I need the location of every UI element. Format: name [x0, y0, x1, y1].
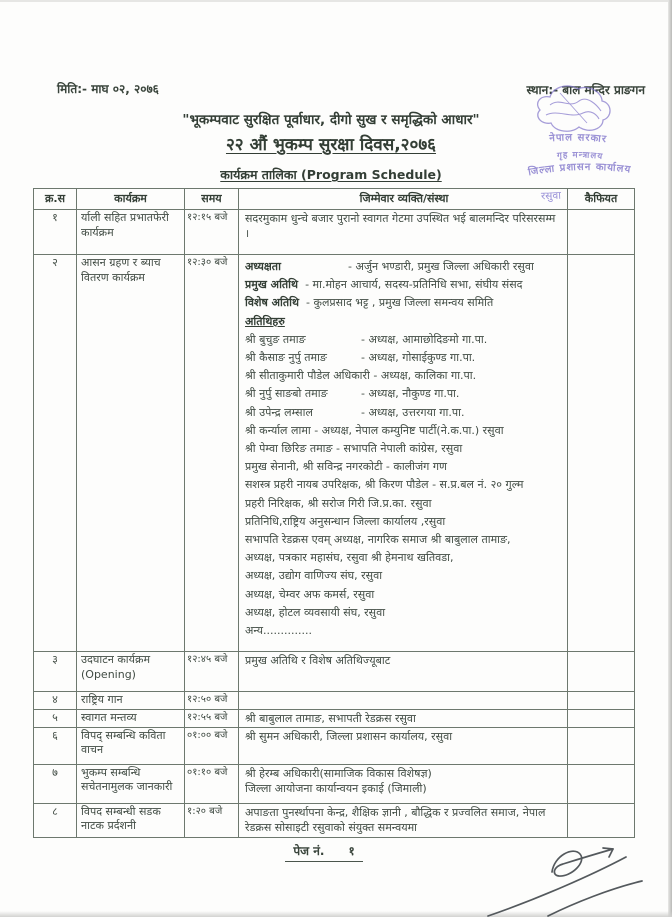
column-header: क्र.स — [34, 189, 77, 210]
event-title: २२ औं भुकम्प सुरक्षा दिवस,२०७६ — [225, 135, 437, 155]
program-cell: आसन ग्रहण र ब्याच वितरण कार्यक्रम — [77, 255, 185, 652]
responsible-cell — [239, 692, 568, 710]
detail-text: अध्यक्ष, चेम्वर अफ कमर्स, रसुवा — [245, 587, 375, 601]
detail-line — [245, 276, 563, 294]
detail-line — [245, 385, 563, 403]
detail-text: अन्य.............. — [245, 624, 312, 638]
detail-line — [245, 258, 563, 276]
sn-cell: ६ — [34, 728, 77, 765]
time-cell: १२:४५ बजे — [185, 652, 239, 692]
table-row — [34, 728, 635, 765]
responsible-cell — [239, 210, 568, 255]
detail-text: अध्यक्ष, पत्रकार महासंघ, रसुवा श्री हेमनाथ खतिवडा, — [245, 551, 454, 565]
detail-text: प्रमुख अतिथि र विशेष अतिथिज्यूबाट — [245, 654, 391, 667]
detail-text: सभापति रेडक्रस एवम् अध्यक्ष, नागरिक समाज श्री बाबुलाल तामाङ, — [245, 533, 511, 547]
program-cell: विपद सम्बन्धी सडक नाटक प्रर्दशनी — [77, 804, 185, 838]
detail-heading: अतिथिहरु — [245, 314, 285, 328]
program-cell: विपद् सम्बन्धि कविता वाचन — [77, 728, 185, 765]
responsible-cell — [239, 710, 568, 728]
detail-text: श्री सुमन अधिकारी, जिल्ला प्रशासन कार्यालय, रसुवा — [245, 729, 453, 743]
responsible-cell — [239, 804, 568, 838]
detail-label: अध्यक्षता — [245, 260, 281, 273]
detail-label: विशेष अतिथि — [245, 296, 300, 310]
time-cell: १२:३० बजे — [185, 255, 239, 652]
detail-line — [245, 781, 563, 796]
detail-text: प्रतिनिधि,राष्ट्रिय अनुसन्धान जिल्ला कार्यालय ,रसुवा — [245, 514, 446, 528]
table-row — [34, 652, 635, 692]
detail-line — [245, 567, 563, 585]
detail-line — [245, 653, 563, 668]
table-row — [34, 255, 635, 652]
table-row — [34, 804, 635, 838]
detail-line — [245, 805, 563, 835]
sn-cell: २ — [34, 255, 77, 652]
sn-cell: ५ — [34, 710, 77, 728]
sn-cell: ३ — [34, 652, 77, 692]
detail-name: श्री नुर्पु साङबो तमाङ — [245, 387, 328, 401]
remark-cell — [568, 710, 635, 728]
detail-line — [245, 404, 563, 422]
remark-cell — [568, 652, 635, 692]
detail-text: जिल्ला आयोजना कार्यान्वयन इकाई (जिमाली) — [245, 781, 427, 795]
detail-line — [245, 458, 563, 476]
program-cell: राष्ट्रिय गान — [77, 692, 185, 710]
detail-text: प्रहरी निरिक्षक, श्री सरोज गिरी जि.प्र.का. रसुवा — [245, 496, 432, 510]
scan-edge-right — [668, 0, 672, 917]
schedule-subtitle: कार्यक्रम तालिका (Program Schedule) — [220, 167, 442, 182]
column-header: कार्यक्रम — [77, 189, 185, 210]
responsible-cell — [239, 255, 568, 652]
detail-line — [245, 313, 563, 331]
detail-text: सशस्त्र प्रहरी नायब उपरिक्षक, श्री किरण पौडेल - स.प्र.बल नं. २० गुल्म — [245, 478, 524, 492]
detail-line — [245, 586, 563, 604]
table-row — [34, 765, 635, 804]
detail-line — [245, 422, 563, 440]
page-number-label: पेज नं. — [293, 844, 325, 858]
time-cell: १:२० बजे — [185, 804, 239, 838]
detail-text: अध्यक्ष, उद्योग वाणिज्य संघ, रसुवा — [245, 569, 383, 583]
detail-text: श्री पेम्वा छिरिङ तमाङ - सभापति नेपाली कांग्रेस, रसुवा — [245, 442, 463, 456]
detail-text: - मा.मोहन आचार्य, सदस्य-प्रतिनिधि सभा, संघीय संसद — [305, 278, 523, 292]
remark-cell — [568, 728, 635, 765]
stamp-text-government: नेपाल सरकार — [548, 132, 608, 146]
time-cell: १२:१५ बजे — [185, 210, 239, 255]
detail-line — [245, 531, 563, 549]
detail-role: - अध्यक्ष, गोसाईकुण्ड गा.पा. — [361, 351, 476, 365]
responsible-cell — [239, 728, 568, 765]
detail-role: - अध्यक्ष, नौकुण्ड गा.पा. — [361, 387, 460, 401]
page-number-inner — [285, 842, 362, 862]
sn-cell: १ — [34, 210, 77, 255]
program-schedule-table — [33, 188, 635, 838]
detail-line — [245, 711, 563, 726]
column-header: कैफियत — [568, 189, 635, 210]
remark-cell — [568, 210, 635, 255]
detail-line — [245, 331, 563, 349]
program-cell: र्याली सहित प्रभातफेरी कार्यक्रम — [77, 210, 185, 255]
detail-text: प्रमुख सेनानी, श्री सविन्द्र नगरकोटी - कालीजंग गण — [245, 460, 447, 474]
program-cell: भुकम्प सम्बन्धि सचेतनामुलक जानकारी — [77, 765, 185, 804]
detail-label: प्रमुख अतिथि — [245, 278, 299, 292]
sn-cell: ४ — [34, 692, 77, 710]
program-cell: स्वागत मन्तव्य — [77, 710, 185, 728]
time-cell: ०१:०० बजे — [185, 728, 239, 765]
detail-line — [245, 729, 563, 744]
sn-cell: ७ — [34, 765, 77, 804]
detail-text: अपाङता पुनर्स्थापना केन्द्र, शैक्षिक ज्ञानी , बौद्धिक र प्रज्वलित समाज, नेपाल रेडक्रस सोसाइटी रसुवाको संयुक्त समन्वयमा — [245, 805, 546, 834]
remark-cell — [568, 765, 635, 804]
detail-name: श्री बुचुङ तमाङ — [245, 332, 306, 346]
program-cell: उदघाटन कार्यक्रम (Opening) — [77, 652, 185, 692]
remark-cell — [568, 692, 635, 710]
detail-text: सदरमुकाम धुन्चे बजार पुरानो स्वागत गेटमा उपस्थित भई बालमन्दिर परिसरसम्म । — [245, 212, 556, 240]
handwritten-note: रसुवा — [540, 189, 562, 203]
detail-text: श्री कर्न्याल लामा - अध्यक्ष, नेपाल कम्युनिष्ट पार्टी(ने.क.पा.) रसुवा — [245, 423, 504, 437]
remark-cell — [568, 804, 635, 838]
detail-line — [245, 476, 563, 494]
detail-text: श्री सीताकुमारी पौडेल अधिकारी - अध्यक्ष, कालिका गा.पा. — [245, 369, 477, 383]
detail-text: - कुलप्रसाद भट्ट , प्रमुख जिल्ला समन्वय समिति — [306, 296, 494, 310]
detail-line — [245, 440, 563, 458]
column-header: समय — [185, 189, 239, 210]
detail-line — [245, 549, 563, 567]
detail-name: श्री उपेन्द्र लम्साल — [245, 405, 313, 419]
detail-line — [245, 766, 563, 781]
detail-line — [245, 211, 563, 241]
document-venue: स्थान:- बाल मन्दिर प्राङगन — [526, 83, 645, 97]
sn-cell: ८ — [34, 804, 77, 838]
remark-cell — [568, 255, 635, 652]
table-row — [34, 692, 635, 710]
stamp-text-office: जिल्ला प्रशासन कार्यालय — [527, 161, 632, 179]
responsible-cell — [239, 765, 568, 804]
stamp-text-ministry: गृह मन्त्रालय — [556, 150, 604, 163]
slogan-line: "भूकम्पवाट सुरक्षित पूर्वाधार, दीगो सुख र समृद्धिको आधार" — [182, 112, 480, 128]
nepal-emblem-icon — [538, 86, 610, 131]
detail-line — [245, 367, 563, 385]
detail-line — [245, 495, 563, 513]
detail-text: - अर्जुन भण्डारी, प्रमुख जिल्ला अधिकारी रसुवा — [348, 260, 534, 273]
column-header: जिम्मेवार व्यक्ति/संस्था — [239, 189, 568, 210]
detail-text: अध्यक्ष, होटल व्यवसायी संघ, रसुवा — [245, 605, 386, 619]
detail-role: - अध्यक्ष, उत्तरगया गा.पा. — [361, 405, 465, 419]
detail-line — [245, 294, 563, 312]
time-cell: १२:५५ बजे — [185, 710, 239, 728]
detail-line — [245, 622, 563, 640]
government-stamp-icon — [490, 82, 668, 196]
detail-line — [245, 604, 563, 622]
table-row — [34, 710, 635, 728]
table-row — [34, 210, 635, 255]
responsible-cell — [239, 652, 568, 692]
document-date: मिति:- माघ ०२, २०७६ — [57, 82, 159, 96]
detail-line — [245, 349, 563, 367]
detail-text: श्री हेरम्ब अधिकारी(सामाजिक विकास विशेषज्ञ) — [245, 766, 432, 780]
detail-name: श्री कैसाङ नुर्पु तमाङ — [245, 351, 327, 365]
scan-edge-top — [0, 0, 672, 2]
detail-text: श्री बाबुलाल तामाङ, सभापती रेडक्रस रसुवा — [245, 711, 416, 725]
signature-icon — [452, 836, 652, 917]
detail-line — [245, 513, 563, 531]
time-cell: १२:५० बजे — [185, 692, 239, 710]
detail-role: - अध्यक्ष, आमाछोदिङमो गा.पा. — [361, 332, 488, 346]
time-cell: ०१:१० बजे — [185, 765, 239, 804]
table-header-row — [34, 189, 635, 210]
page-number-value: १ — [348, 844, 355, 858]
